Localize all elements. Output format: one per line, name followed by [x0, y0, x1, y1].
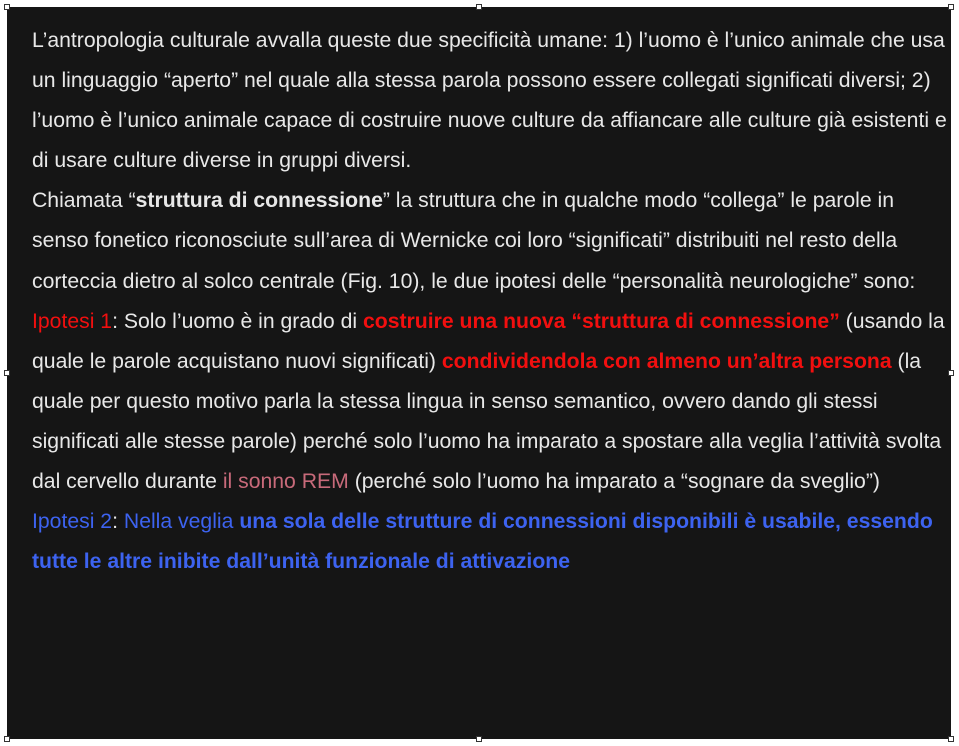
hypothesis-1-mid-2: (la quale per questo motivo parla la stessa lingua in senso semantico, ovvero dando gli stessi significati alle stesse parole) perché solo l’uomo ha imparato a spostare alla veglia l’attività svolta dal cervello durante — [32, 349, 942, 494]
hypothesis-1-end: (perché solo l’uomo ha imparato a “sognare da sveglio”) — [348, 470, 880, 494]
resize-handle-top-right[interactable] — [948, 4, 954, 10]
resize-handle-top-center[interactable] — [476, 4, 482, 10]
resize-handle-top-left[interactable] — [4, 4, 10, 10]
resize-handle-bottom-right[interactable] — [948, 736, 954, 742]
document-text — [32, 21, 950, 582]
resize-handle-bottom-left[interactable] — [4, 736, 10, 742]
hypothesis-2-bold: una sola delle strutture di connessioni disponibili è usabile, essendo tutte le altre inibite dall’unità funzionale di attivazione — [32, 510, 933, 574]
resize-handle-bottom-center[interactable] — [476, 736, 482, 742]
resize-handle-middle-left[interactable] — [4, 370, 10, 376]
hypothesis-1-mid-1: (usando la quale le parole acquistano nuovi significati) — [32, 309, 945, 373]
para2-prefix: Chiamata “ — [32, 189, 136, 213]
paragraph-hypothesis-2 — [32, 502, 950, 582]
hypothesis-2-colon: : — [112, 510, 124, 534]
hypothesis-1-label: Ipotesi 1 — [32, 309, 113, 333]
hypothesis-1-bold-1: costruire una nuova “struttura di connessione” — [362, 309, 840, 333]
hypothesis-1-bold-2: condividendola con almeno un’altra persona — [441, 349, 892, 373]
paragraph-connection-structure — [32, 181, 950, 301]
paragraph-anthropology: L’antropologia culturale avvalla queste due specificità umane: 1) l’uomo è l’unico animale che usa un linguaggio “aperto” nel quale alla stessa parola possono essere collegati significati diversi; 2) l’uomo è l’unico animale capace di costruire nuove culture da affiancare alle culture già esistenti e di usare culture diverse in gruppi diversi. — [32, 29, 947, 173]
hypothesis-1-colon: : Solo l’uomo è in grado di — [112, 309, 363, 333]
para2-suffix: ” la struttura che in qualche modo “collega” le parole in senso fonetico riconosciute sull’area di Wernicke coi loro “significati” distribuiti nel resto della corteccia dietro al solco centrale (Fig. 10), le due ipotesi delle “personalità neurologiche” sono: — [32, 189, 916, 293]
hypothesis-2-plain: Nella veglia — [123, 510, 240, 534]
hypothesis-2-label: Ipotesi 2 — [32, 510, 113, 534]
text-frame — [7, 7, 951, 739]
rem-sleep-text: il sonno REM — [222, 470, 349, 494]
resize-handle-middle-right[interactable] — [948, 370, 954, 376]
paragraph-hypothesis-1 — [32, 302, 950, 502]
term-struttura-di-connessione: struttura di connessione — [135, 189, 383, 213]
